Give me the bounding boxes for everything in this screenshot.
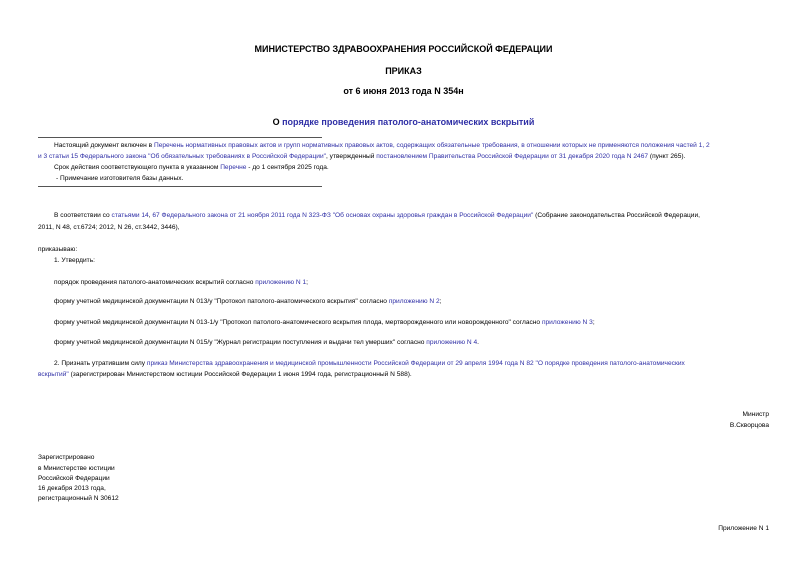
document-title <box>0 117 807 127</box>
note-text: - до 1 сентября 2025 года. <box>246 164 329 171</box>
title-link[interactable]: порядке проведения патолого-анатомических вскрытий <box>282 117 535 127</box>
order-82-link[interactable]: приказ Министерства здравоохранения и медицинской промышленности Российской Федерации от 29 апреля 1994 года N 82 "О порядке проведения патолого-анатомических <box>146 360 685 367</box>
signature-position: Министр <box>742 411 769 418</box>
ministry-heading: МИНИСТЕРСТВО ЗДРАВООХРАНЕНИЯ РОССИЙСКОЙ ФЕДЕРАЦИИ <box>254 44 553 54</box>
approve-item-4 <box>54 338 479 347</box>
registration-line-2: в Министерстве юстиции <box>38 465 115 472</box>
appendix-4-link[interactable]: приложению N 4 <box>426 339 478 346</box>
approve-text: форму учетной медицинской документации N 013/у "Протокол патолого-анатомического вскрытия" согласно <box>54 298 389 305</box>
registration-line-1: Зарегистрировано <box>38 454 95 461</box>
preamble-text: , <box>148 212 153 219</box>
date-number-heading: от 6 июня 2013 года N 354н <box>343 86 464 96</box>
federal-law-link[interactable]: и 3 статьи 15 Федерального закона "Об обязательных требованиях в Российской Федерации" <box>38 153 327 160</box>
approve-item-3 <box>54 318 595 327</box>
signature-name: В.Скворцова <box>729 422 769 429</box>
law-323-link[interactable]: 67 Федерального закона от 21 ноября 2011 года N 323-ФЗ "Об основах охраны здоровья граждан в Российской Федерации" <box>152 212 534 219</box>
approve-text: порядок проведения патолого-анатомических вскрытий согласно <box>54 279 256 286</box>
item-1: 1. Утвердить: <box>54 257 95 264</box>
registration-line-5: регистрационный N 30612 <box>38 495 119 502</box>
perechen-link[interactable]: Перечень нормативных правовых актов и групп нормативных правовых актов, содержащих обязательные требования, в отношении которых не применяются положения частей 1, 2 <box>153 142 710 149</box>
preamble-text: В соответствии со <box>54 212 112 219</box>
appendix-3-link[interactable]: приложению N 3 <box>541 319 593 326</box>
note-line-4: - Примечание изготовителя базы данных. <box>56 175 184 182</box>
prikazyvayu: приказываю: <box>38 246 78 253</box>
appendix-1-link[interactable]: приложению N 1 <box>255 279 307 286</box>
preamble-line-2: 2011, N 48, ст.6724; 2012, N 26, ст.3442, 3446), <box>38 224 180 231</box>
approve-item-1 <box>54 278 308 287</box>
note-line-1 <box>54 141 710 150</box>
doc-type-heading: ПРИКАЗ <box>385 66 422 76</box>
appendix-2-link[interactable]: приложению N 2 <box>388 298 440 305</box>
registration-line-4: 16 декабря 2013 года, <box>38 485 106 492</box>
title-prefix: О <box>272 117 283 127</box>
item-2-text: 2. Признать утратившим силу <box>54 360 147 367</box>
note-text: Настоящий документ включен в <box>54 142 154 149</box>
government-decree-link[interactable]: постановлением Правительства Российской Федерации от 31 декабря 2020 года N 2467 <box>376 153 649 160</box>
order-82-link-cont[interactable]: вскрытий" <box>38 371 69 378</box>
article-14-link[interactable]: статьями 14 <box>111 212 149 219</box>
item-2-line-2 <box>38 370 412 379</box>
note-line-2 <box>38 152 685 161</box>
item-2-line-1 <box>54 359 685 368</box>
note-line-3 <box>54 163 329 172</box>
approve-text: ; <box>306 279 308 286</box>
note-text: , утвержденный <box>326 153 377 160</box>
approve-item-2 <box>54 297 442 306</box>
preamble-text: (Собрание законодательства Российской Федерации, <box>533 212 700 219</box>
approve-text: форму учетной медицинской документации N 013-1/у "Протокол патолого-анатомического вскрытия плода, мертворожденного или новорожденного" согласно <box>54 319 542 326</box>
approve-text: ; <box>592 319 595 326</box>
note-bottom-rule <box>38 186 322 187</box>
registration-line-3: Российской Федерации <box>38 475 110 482</box>
note-text: Срок действия соответствующего пункта в указанном <box>54 164 221 171</box>
note-top-rule <box>38 137 322 138</box>
perechen-short-link[interactable]: Перечне <box>220 164 247 171</box>
note-text: (пункт 265). <box>648 153 686 160</box>
preamble-line-1 <box>54 211 700 220</box>
approve-text: форму учетной медицинской документации N 015/у "Журнал регистрации поступления и выдачи тел умерших" согласно <box>54 339 427 346</box>
appendix-label: Приложение N 1 <box>718 525 769 532</box>
approve-text: ; <box>439 298 442 305</box>
item-2-text: (зарегистрирован Министерством юстиции Российской Федерации 1 июня 1994 года, регистрационный N 588). <box>68 371 412 378</box>
approve-text: . <box>477 339 480 346</box>
